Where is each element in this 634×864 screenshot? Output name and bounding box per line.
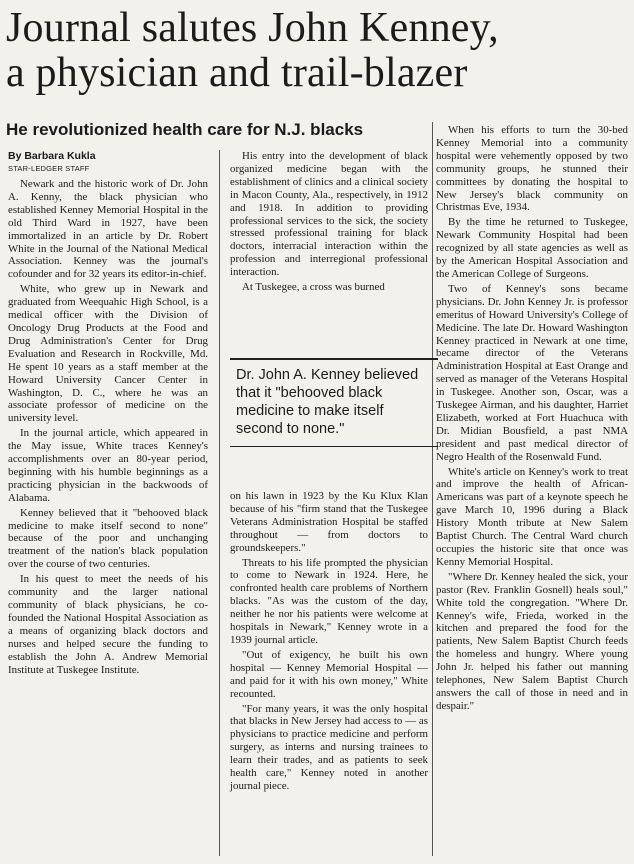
paragraph: "Out of exigency, he built his own hospital — Kenney Memorial Hospital — and paid for it with his own money," White recounted. [230,648,428,700]
paragraph: At Tuskegee, a cross was burned [242,281,385,294]
pull-quote: Dr. John A. Kenney believed that it "behooved black medicine to make itself second to none." [230,358,438,447]
headline-line-2: a physician and trail-blazer [6,50,468,96]
column-3 [436,124,628,715]
paragraph: "For many years, it was the only hospital that blacks in New Jersey had access to — as physicians to practice medicine and perform surgery, as interns and nursing trainees to learn their trades, and as patients to seek health care," Kenney noted in another journal piece. [230,702,428,792]
paragraph: By the time he returned to Tuskegee, Newark Community Hospital had been recognized by all state agencies as well as by the American Hospital Association and the American College of Surgeons. [436,216,628,280]
headline-line-1: Journal salutes John Kenney, [6,5,499,51]
paragraph: Threats to his life prompted the physician to come to Newark in 1924. Here, he confronted health care problems of Northern blacks. "As was the custom of the day, neither he nor his patients were welcome at hospitals in Newark," Kenney wrote in a 1939 journal article. [230,556,428,646]
headline [6,6,628,96]
paragraph: When his efforts to turn the 30-bed Kenney Memorial into a community hospital were vehemently opposed by two community groups, he stunned their committees by donating the hospital to New Jersey's black community on Christmas Eve, 1934. [436,124,628,214]
column-2-bottom [230,490,428,795]
column-1 [8,178,208,678]
paragraph: Two of Kenney's sons became physicians. Dr. John Kenney Jr. is professor emeritus of Howard University's College of Medicine. The late Dr. Howard Washington Kenney practiced in Newark at one time, became director of the Veterans Administration Hospital at East Orange and served as manager of the Veterans Hospital in Tuskegee. Another son, Oscar, was a Tuskegee Airman, and his daughter, Harriet Elizabeth, worked at Fort Huachuca with Dr. Midian Bousfield, a past NMA president and past medical director of Negro Health of the Rosenwald Fund. [436,282,628,463]
paragraph: White, who grew up in Newark and graduated from Weequahic High School, is a medical officer with the Division of Oncology Drug Products at the Food and Drug Administration's Center for Drug Evaluation and Research in Rockville, Md. He spent 10 years as a staff member at the Howard University Cancer Center in Washington, D. C., where he was an associate professor of medicine on the university level. [8,283,208,425]
paragraph: White's article on Kenney's work to treat and improve the health of African-Americans was part of a keynote speech he gave March 10, 1996 during a Black History Month tribute at New Salem Baptist Church. The Central Ward church occupies the historic site that once was Kenny Memorial Hospital. [436,465,628,568]
paragraph: Newark and the historic work of Dr. John A. Kenny, the black physician who established Kenney Memorial Hospital in the old Third Ward in 1927, have been immortalized in an article by Dr. Robert White in the Journal of the National Medical Association. Kenney was the journal's cofounder and for 32 years its editor-in-chief. [8,178,208,281]
column-rule-1 [219,150,220,856]
byline-staff: STAR-LEDGER STAFF [8,164,90,173]
paragraph: In the journal article, which appeared in the May issue, White traces Kenney's accomplishments over an 80-year period, beginning with his humble beginnings as a practicing physician in the backwoods of Alabama. [8,427,208,504]
paragraph: His entry into the development of black organized medicine began with the establishment of clinics and a clinical society in Macon County, Ala., respectively, in 1912 and 1918. In addition to providing professional services to the sick, the society stressed professional training for black doctors, interracial interaction within the profession and interregional professional interaction. [230,150,428,279]
paragraph: on his lawn in 1923 by the Ku Klux Klan because of his "firm stand that the Tuskegee Veterans Administration Hospital be staffed throughout — from doctors to groundskeepers." [230,490,428,554]
byline: By Barbara Kukla [8,150,96,162]
paragraph: "Where Dr. Kenney healed the sick, your pastor (Rev. Franklin Gosnell) heals soul," White told the congregation. "Where Dr. Kenney's wife, Frieda, worked in the kitchen and prepared the food for the patients, New Salem Baptist Church feeds the homeless and hungry. Where young John Jr. helped his father out manning telephones, New Salem Baptist Church answers the call of those in need and in despair." [436,570,628,712]
paragraph: In his quest to meet the needs of his community and the larger national community of black physicians, he co-founded the National Hospital Association as a means of organizing black doctors and nurses and helped secure the funding to establish the John A. Andrew Memorial Institute at Tuskegee Institute. [8,573,208,676]
paragraph: Kenney believed that it "behooved black medicine to make itself second to none" because of the poor and unchanging treatment of the nation's black population over the course of two centuries. [8,506,208,571]
column-2-top [230,150,428,296]
column-rule-2 [432,122,433,856]
subheadline: He revolutionized health care for N.J. blacks [6,120,364,139]
